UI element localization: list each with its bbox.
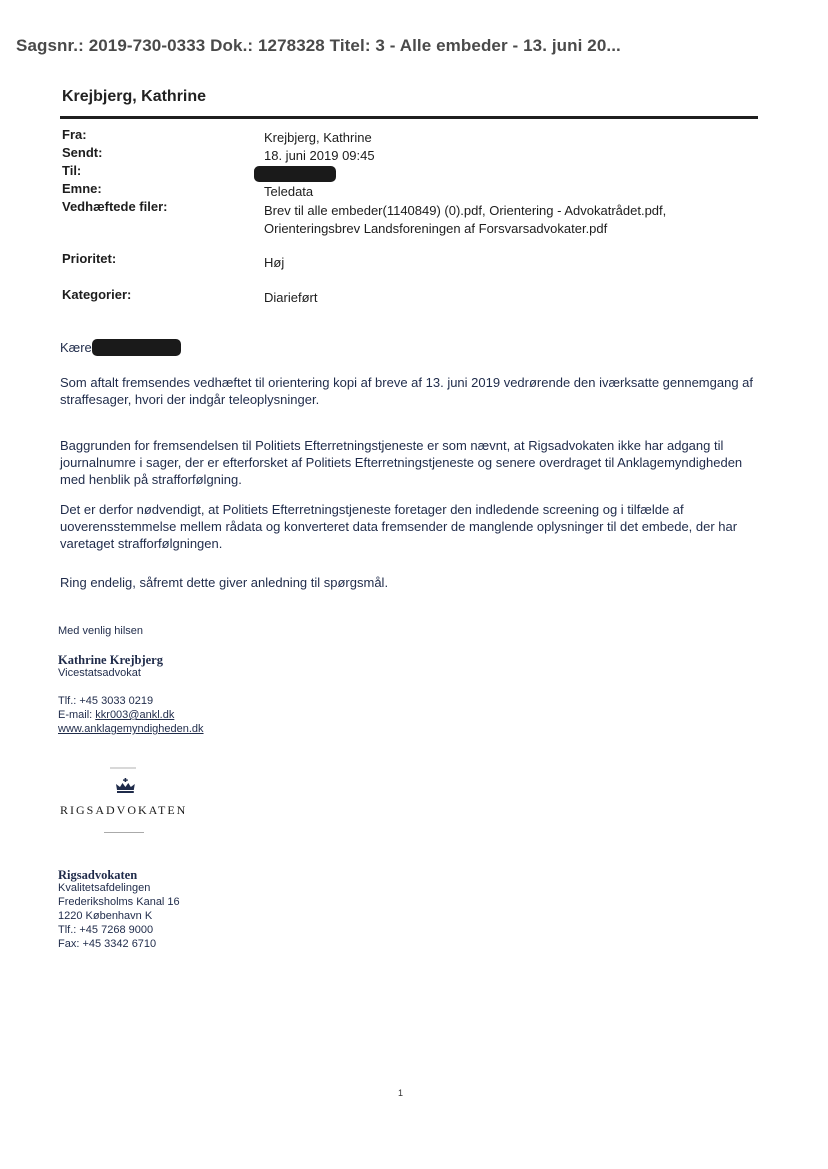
- attachments-line-2: Orienteringsbrev Landsforeningen af Forsvarsadvokater.pdf: [264, 221, 608, 236]
- attachments-label: Vedhæftede filer:: [62, 199, 168, 214]
- logo-divider: [104, 832, 144, 833]
- categories-label: Kategorier:: [62, 287, 132, 302]
- org-fax: Fax: +45 3342 6710: [58, 938, 157, 950]
- signatory-name: Kathrine Krejbjerg: [58, 653, 163, 667]
- greeting: Kære: [60, 340, 92, 355]
- street-address: Frederiksholms Kanal 16: [58, 896, 180, 908]
- paragraph-2: Baggrunden for fremsendelsen til Politiets Efterretningstjeneste er som nævnt, at Rigsadvokaten ikke har adgang til journalnumre i sager, der er efterforsket af Politiets Efterretningstjeneste og senere overdraget til Anklagemyndigheden med henblik på strafforfølgning.: [60, 438, 743, 487]
- sender-title: Krejbjerg, Kathrine: [62, 88, 207, 105]
- subject-label: Emne:: [62, 181, 102, 196]
- email-link[interactable]: kkr003@ankl.dk: [95, 709, 175, 721]
- from-label: Fra:: [62, 127, 87, 142]
- phone: Tlf.: +45 3033 0219: [58, 695, 154, 707]
- attachments-line-1: Brev til alle embeder(1140849) (0).pdf, Orientering - Advokatrådet.pdf,: [264, 203, 667, 218]
- signatory-role: Vicestatsadvokat: [58, 667, 141, 679]
- sent-value: 18. juni 2019 09:45: [264, 148, 375, 163]
- priority-label: Prioritet:: [62, 251, 117, 266]
- categories-value: Diarieført: [264, 290, 318, 305]
- case-header: Sagsnr.: 2019-730-0333 Dok.: 1278328 Titel: 3 - Alle embeder - 13. juni 20...: [16, 36, 621, 55]
- subject-value: Teledata: [264, 184, 314, 199]
- priority-value: Høj: [264, 255, 285, 270]
- title-divider: [60, 116, 758, 119]
- department: Kvalitetsafdelingen: [58, 882, 151, 894]
- org-name: Rigsadvokaten: [58, 868, 138, 882]
- redaction-greeting: [92, 339, 181, 356]
- to-label: Til:: [62, 163, 82, 178]
- closing: Med venlig hilsen: [58, 625, 143, 637]
- paragraph-1: Som aftalt fremsendes vedhæftet til orientering kopi af breve af 13. juni 2019 vedrørende den iværksatte gennemgang af straffesager, hvori der indgår teleoplysninger.: [60, 375, 754, 407]
- crown-icon: [106, 760, 146, 800]
- page-number: 1: [398, 1088, 404, 1098]
- redaction-recipient: [254, 166, 336, 182]
- email-line: [58, 709, 174, 721]
- logo-wordmark: RIGSADVOKATEN: [60, 803, 188, 817]
- sent-label: Sendt:: [62, 145, 103, 160]
- paragraph-4: Ring endelig, såfremt dette giver anledning til spørgsmål.: [60, 575, 389, 590]
- from-value: Krejbjerg, Kathrine: [264, 130, 372, 145]
- paragraph-3: Det er derfor nødvendigt, at Politiets Efterretningstjeneste foretager den indledende screening og i tilfælde af uoverensstemmelse mellem rådata og konverteret data fremsender de manglende oplysninger til det embede, der har varetaget strafforfølgningen.: [60, 502, 738, 551]
- email-prefix: E-mail:: [58, 709, 96, 721]
- city-address: 1220 København K: [58, 910, 153, 922]
- org-phone: Tlf.: +45 7268 9000: [58, 924, 154, 936]
- website-link[interactable]: www.anklagemyndigheden.dk: [58, 723, 204, 735]
